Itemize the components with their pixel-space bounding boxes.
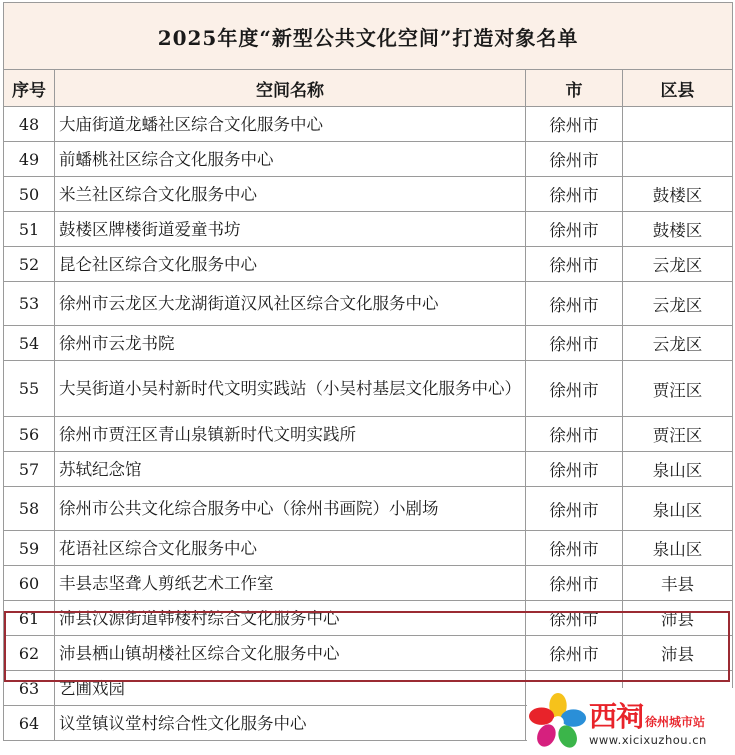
row-district: 丰县: [623, 566, 733, 601]
table-row: [4, 247, 733, 282]
row-city: 徐州市: [526, 601, 623, 636]
row-district: 云龙区: [623, 247, 733, 282]
row-district: 鼓楼区: [623, 212, 733, 247]
row-city: 徐州市: [526, 361, 623, 417]
row-name: 艺圃戏园: [55, 671, 526, 706]
row-no: 48: [4, 107, 55, 142]
row-district: 贾汪区: [623, 417, 733, 452]
header-city: 市: [526, 70, 623, 107]
row-name: 鼓楼区牌楼街道爱童书坊: [55, 212, 526, 247]
row-no: 63: [4, 671, 55, 706]
table-row: [4, 142, 733, 177]
row-city: 徐州市: [526, 107, 623, 142]
table-row: [4, 107, 733, 142]
row-name: 苏轼纪念馆: [55, 452, 526, 487]
row-no: 55: [4, 361, 55, 417]
row-name: 丰县志坚聋人剪纸艺术工作室: [55, 566, 526, 601]
row-name: 米兰社区综合文化服务中心: [55, 177, 526, 212]
header-no: 序号: [4, 70, 55, 107]
row-district: 沛县: [623, 636, 733, 671]
row-no: 54: [4, 326, 55, 361]
xici-flower-logo-icon: [529, 692, 587, 750]
row-city: 徐州市: [526, 212, 623, 247]
table-row: [4, 566, 733, 601]
row-city: 徐州市: [526, 452, 623, 487]
table-row-highlighted: [4, 601, 733, 636]
table-row: [4, 177, 733, 212]
row-no: 59: [4, 531, 55, 566]
row-city: 徐州市: [526, 142, 623, 177]
table-row-highlighted: [4, 636, 733, 671]
row-name: 徐州市贾汪区青山泉镇新时代文明实践所: [55, 417, 526, 452]
row-no: 49: [4, 142, 55, 177]
row-city: 徐州市: [526, 326, 623, 361]
row-name: 昆仑社区综合文化服务中心: [55, 247, 526, 282]
row-city: 徐州市: [526, 282, 623, 326]
row-name: 前蟠桃社区综合文化服务中心: [55, 142, 526, 177]
row-city: 徐州市: [526, 417, 623, 452]
header-district: 区县: [623, 70, 733, 107]
table-header-row: [4, 70, 733, 107]
row-name: 大吴街道小吴村新时代文明实践站（小吴村基层文化服务中心）: [55, 361, 526, 417]
row-city: 徐州市: [526, 566, 623, 601]
table-row: [4, 531, 733, 566]
row-district: 鼓楼区: [623, 177, 733, 212]
row-no: 60: [4, 566, 55, 601]
row-no: 64: [4, 706, 55, 741]
table-row: [4, 212, 733, 247]
table-title: 2025年度“新型公共文化空间”打造对象名单: [4, 3, 733, 70]
table-row: [4, 326, 733, 361]
row-no: 62: [4, 636, 55, 671]
row-name: 徐州市云龙书院: [55, 326, 526, 361]
row-district: 云龙区: [623, 282, 733, 326]
header-name: 空间名称: [55, 70, 526, 107]
row-city: 徐州市: [526, 636, 623, 671]
row-name: 花语社区综合文化服务中心: [55, 531, 526, 566]
nominee-table: [3, 2, 733, 741]
watermark-site: 徐州城市站: [645, 715, 706, 729]
row-city: 徐州市: [526, 247, 623, 282]
row-name: 议堂镇议堂村综合性文化服务中心: [55, 706, 526, 741]
site-watermark: [527, 688, 733, 754]
row-name: 徐州市云龙区大龙湖街道汉风社区综合文化服务中心: [55, 282, 526, 326]
row-no: 58: [4, 487, 55, 531]
table-row: [4, 417, 733, 452]
row-district: 泉山区: [623, 452, 733, 487]
row-district: 沛县: [623, 601, 733, 636]
row-district: 泉山区: [623, 487, 733, 531]
row-district: [623, 142, 733, 177]
row-city: 徐州市: [526, 177, 623, 212]
row-no: 50: [4, 177, 55, 212]
row-district: [623, 107, 733, 142]
table-row: [4, 487, 733, 531]
row-no: 57: [4, 452, 55, 487]
row-no: 51: [4, 212, 55, 247]
row-name: 大庙街道龙蟠社区综合文化服务中心: [55, 107, 526, 142]
row-no: 61: [4, 601, 55, 636]
watermark-url: www.xicixuzhou.cn: [589, 733, 707, 747]
table-row: [4, 452, 733, 487]
row-city: 徐州市: [526, 531, 623, 566]
row-city: 徐州市: [526, 487, 623, 531]
table-row: [4, 361, 733, 417]
row-no: 52: [4, 247, 55, 282]
watermark-brand: 西祠: [589, 700, 644, 733]
row-district: 泉山区: [623, 531, 733, 566]
row-name: 徐州市公共文化综合服务中心（徐州书画院）小剧场: [55, 487, 526, 531]
row-district: 云龙区: [623, 326, 733, 361]
row-no: 53: [4, 282, 55, 326]
table-row: [4, 282, 733, 326]
row-name: 沛县栖山镇胡楼社区综合文化服务中心: [55, 636, 526, 671]
row-no: 56: [4, 417, 55, 452]
row-district: 贾汪区: [623, 361, 733, 417]
row-name: 沛县汉源街道韩楼村综合文化服务中心: [55, 601, 526, 636]
